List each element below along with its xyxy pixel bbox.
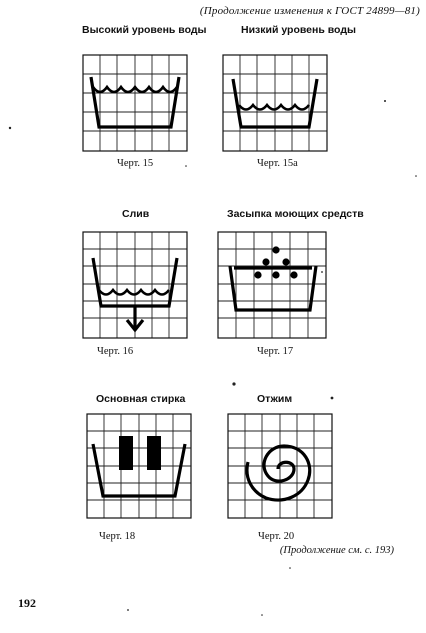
figure-caption-20: Черт. 20 [258, 531, 295, 542]
continuation-header: (Продолжение изменения к ГОСТ 24899—81) [199, 5, 420, 17]
figure-title-detergent: Засыпка моющих средств [227, 208, 364, 220]
figure-caption-17: Черт. 17 [257, 346, 294, 357]
figure-caption-15a: Черт. 15а [257, 158, 298, 169]
continuation-footer: (Продолжение см. с. 193) [279, 545, 394, 556]
figure-title-spin: Отжим [257, 393, 293, 405]
page-number: 192 [18, 596, 36, 610]
figure-title-main-wash: Основная стирка [96, 393, 186, 405]
figure-title-drain: Слив [122, 208, 150, 220]
figure-title-high-water: Высокий уровень воды [82, 24, 207, 36]
figure-caption-18: Черт. 18 [99, 531, 136, 542]
figure-caption-16: Черт. 16 [97, 346, 134, 357]
figure-caption-15: Черт. 15 [117, 158, 154, 169]
figure-title-low-water: Низкий уровень воды [241, 24, 356, 36]
